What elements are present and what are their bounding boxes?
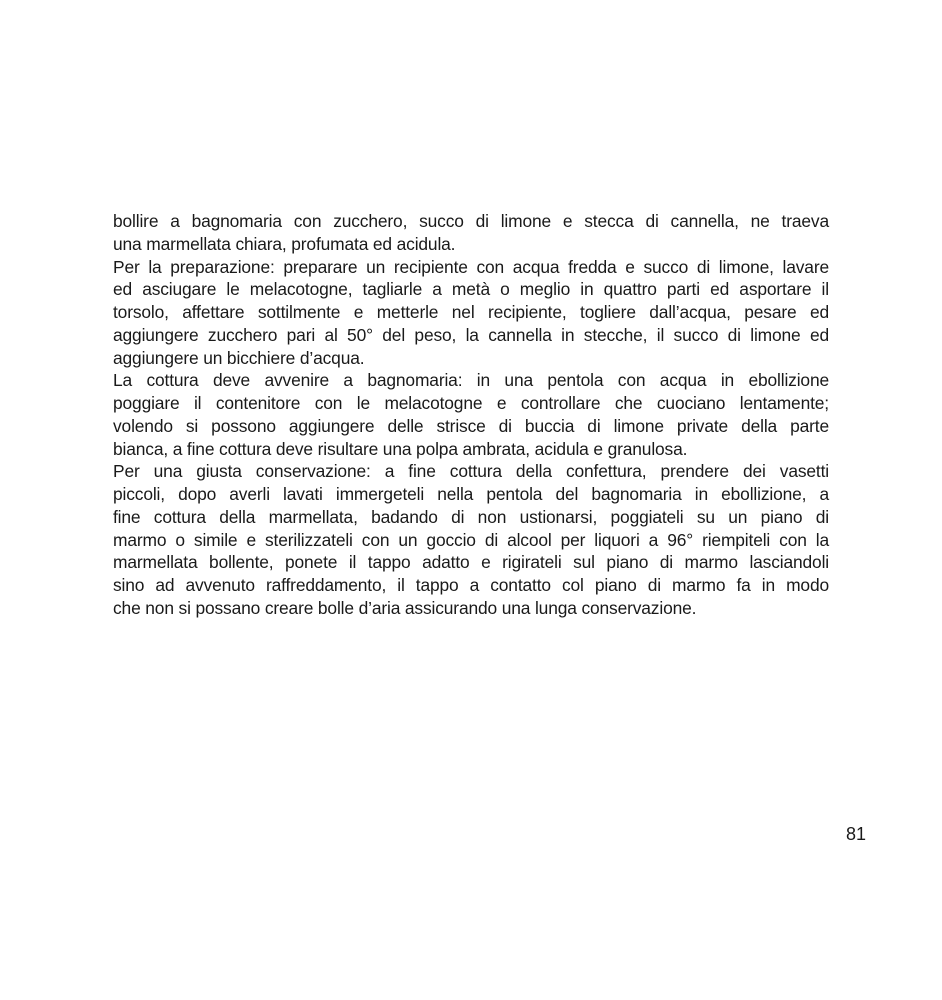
text-line: bollire a bagnomaria con zucchero, succo di limone e stecca di cannella, ne traeva — [113, 211, 829, 231]
text-line: Per una giusta conservazione: a fine cottura della confettura, prendere dei vasetti — [113, 461, 829, 482]
text-line: aggiungere zucchero pari al 50° del peso, la cannella in stecche, il succo di limone ed — [113, 324, 829, 345]
text-line: ed asciugare le melacotogne, tagliarle a metà o meglio in quattro parti ed asportare il — [113, 279, 829, 300]
text-line: Per la preparazione: preparare un recipiente con acqua fredda e succo di limone, lavare — [113, 256, 829, 277]
text-line: che non si possano creare bolle d’aria assicurando una lunga conservazione. — [113, 597, 697, 618]
text-line: fine cottura della marmellata, badando di non ustionarsi, poggiateli su un piano di — [113, 506, 829, 527]
text-line: marmellata bollente, ponete il tappo adatto e rigirateli sul piano di marmo lasciandoli — [113, 552, 829, 573]
body-text — [113, 210, 829, 620]
text-line: sino ad avvenuto raffreddamento, il tappo a contatto col piano di marmo fa in modo — [113, 575, 829, 595]
text-line: torsolo, affettare sottilmente e metterle nel recipiente, togliere dall’acqua, pesare ed — [113, 302, 829, 322]
text-line: La cottura deve avvenire a bagnomaria: in una pentola con acqua in ebollizione — [113, 370, 829, 391]
text-line: aggiungere un bicchiere d’acqua. — [113, 347, 365, 368]
paragraph — [113, 256, 829, 370]
paragraph — [113, 369, 829, 460]
page-number: 81 — [846, 824, 867, 844]
text-line: una marmellata chiara, profumata ed acidula. — [113, 233, 456, 254]
paragraph — [113, 460, 829, 619]
text-line: poggiare il contenitore con le melacotogne e controllare che cuociano lentamente; — [113, 393, 829, 413]
text-line: volendo si possono aggiungere delle strisce di buccia di limone private della parte — [113, 415, 829, 436]
paragraph — [113, 210, 829, 256]
text-line: bianca, a fine cottura deve risultare una polpa ambrata, acidula e granulosa. — [113, 438, 688, 459]
text-line: piccoli, dopo averli lavati immergeteli nella pentola del bagnomaria in ebollizione, a — [113, 484, 829, 504]
text-line: marmo o simile e sterilizzateli con un goccio di alcool per liquori a 96° riempiteli con la — [113, 529, 829, 550]
